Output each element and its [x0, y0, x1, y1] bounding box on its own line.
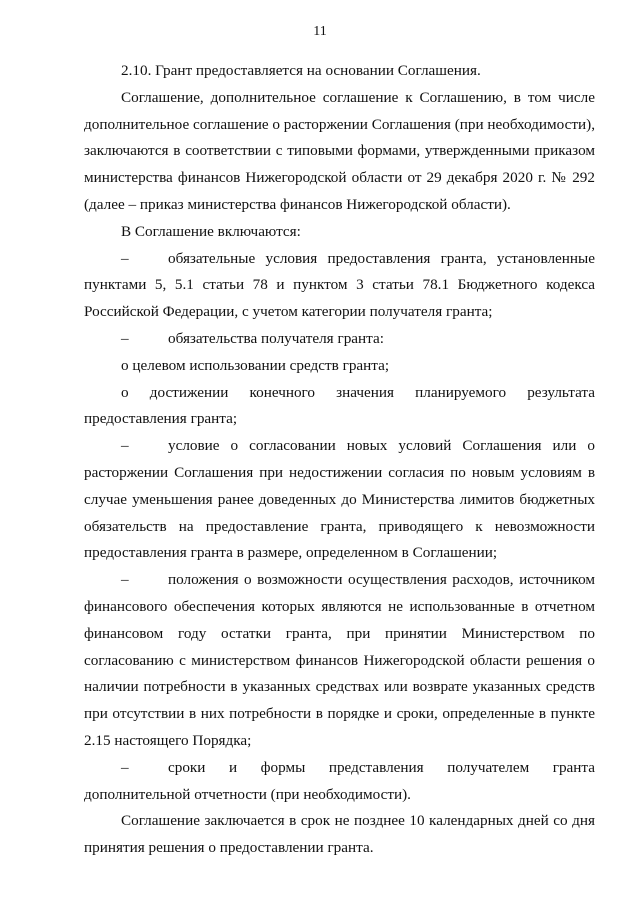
paragraph-agreement-deadline: Соглашение заключается в срок не позднее 10 календарных дней со дня принятия решения о предоставлении гранта. — [84, 812, 595, 857]
list-item-continuation: пунктами 5, 5.1 статьи 78 и пунктом 3 статьи 78.1 Бюджетного кодекса Российской Федерации, с учетом категории получателя гранта; — [84, 276, 595, 321]
list-dash: – — [121, 249, 129, 267]
list-dash: – — [121, 571, 129, 589]
list-dash: – — [121, 329, 129, 347]
sub-item: о целевом использовании средств гранта; — [121, 356, 390, 374]
list-dash: – — [121, 437, 129, 455]
list-item-continuation: расторжении Соглашения при недостижении согласия по новым условиям в случае уменьшения ранее доведенных до Министерства лимитов бюджетных обязательств на предоставление гранта, приводящего к невозможности предоставления гранта в размере, определенном в Соглашении; — [84, 463, 595, 562]
list-item — [84, 246, 595, 273]
sub-item-continuation: предоставления гранта; — [84, 410, 238, 428]
page-number: 11 — [313, 24, 327, 39]
paragraph-agreement-forms: Соглашение, дополнительное соглашение к Соглашению, в том числе дополнительное соглашение о расторжении Соглашения (при необходимости), заключаются в соответствии с типовыми формами, утвержденными приказом министерства финансов Нижегородской области от 29 декабря 2020 г. № 292 (далее – приказ министерства финансов Нижегородской области). — [84, 88, 595, 213]
list-item-continuation: финансового обеспечения которых являются не использованные в отчетном финансовом году остатки гранта, при принятии Министерством по согласованию с министерством финансов Нижегородской области решения о наличии потребности в указанных средствах или возврате указанных средств при отсутствии в них потребности в порядке и сроки, определенные в пункте 2.15 настоящего Порядка; — [84, 597, 595, 749]
list-item-text: сроки и формы представления получателем гранта — [168, 758, 595, 776]
list-item — [84, 567, 595, 594]
list-item-text: обязательные условия предоставления гранта, установленные — [168, 249, 595, 267]
list-item-continuation: дополнительной отчетности (при необходимости). — [84, 785, 411, 803]
list-item — [84, 326, 595, 353]
paragraph-2-10: 2.10. Грант предоставляется на основании Соглашения. — [121, 62, 481, 79]
list-item — [84, 433, 595, 460]
list-item-text: обязательства получателя гранта: — [168, 329, 384, 347]
list-item — [84, 755, 595, 782]
list-dash: – — [121, 758, 129, 776]
sub-item-first-line: о достижении конечного значения планируемого результата — [121, 383, 595, 401]
list-item-text: положения о возможности осуществления расходов, источником — [168, 571, 595, 589]
document-body — [84, 58, 595, 862]
list-item-text: условие о согласовании новых условий Соглашения или о — [168, 437, 595, 455]
paragraph-agreement-includes: В Соглашение включаются: — [121, 222, 301, 240]
